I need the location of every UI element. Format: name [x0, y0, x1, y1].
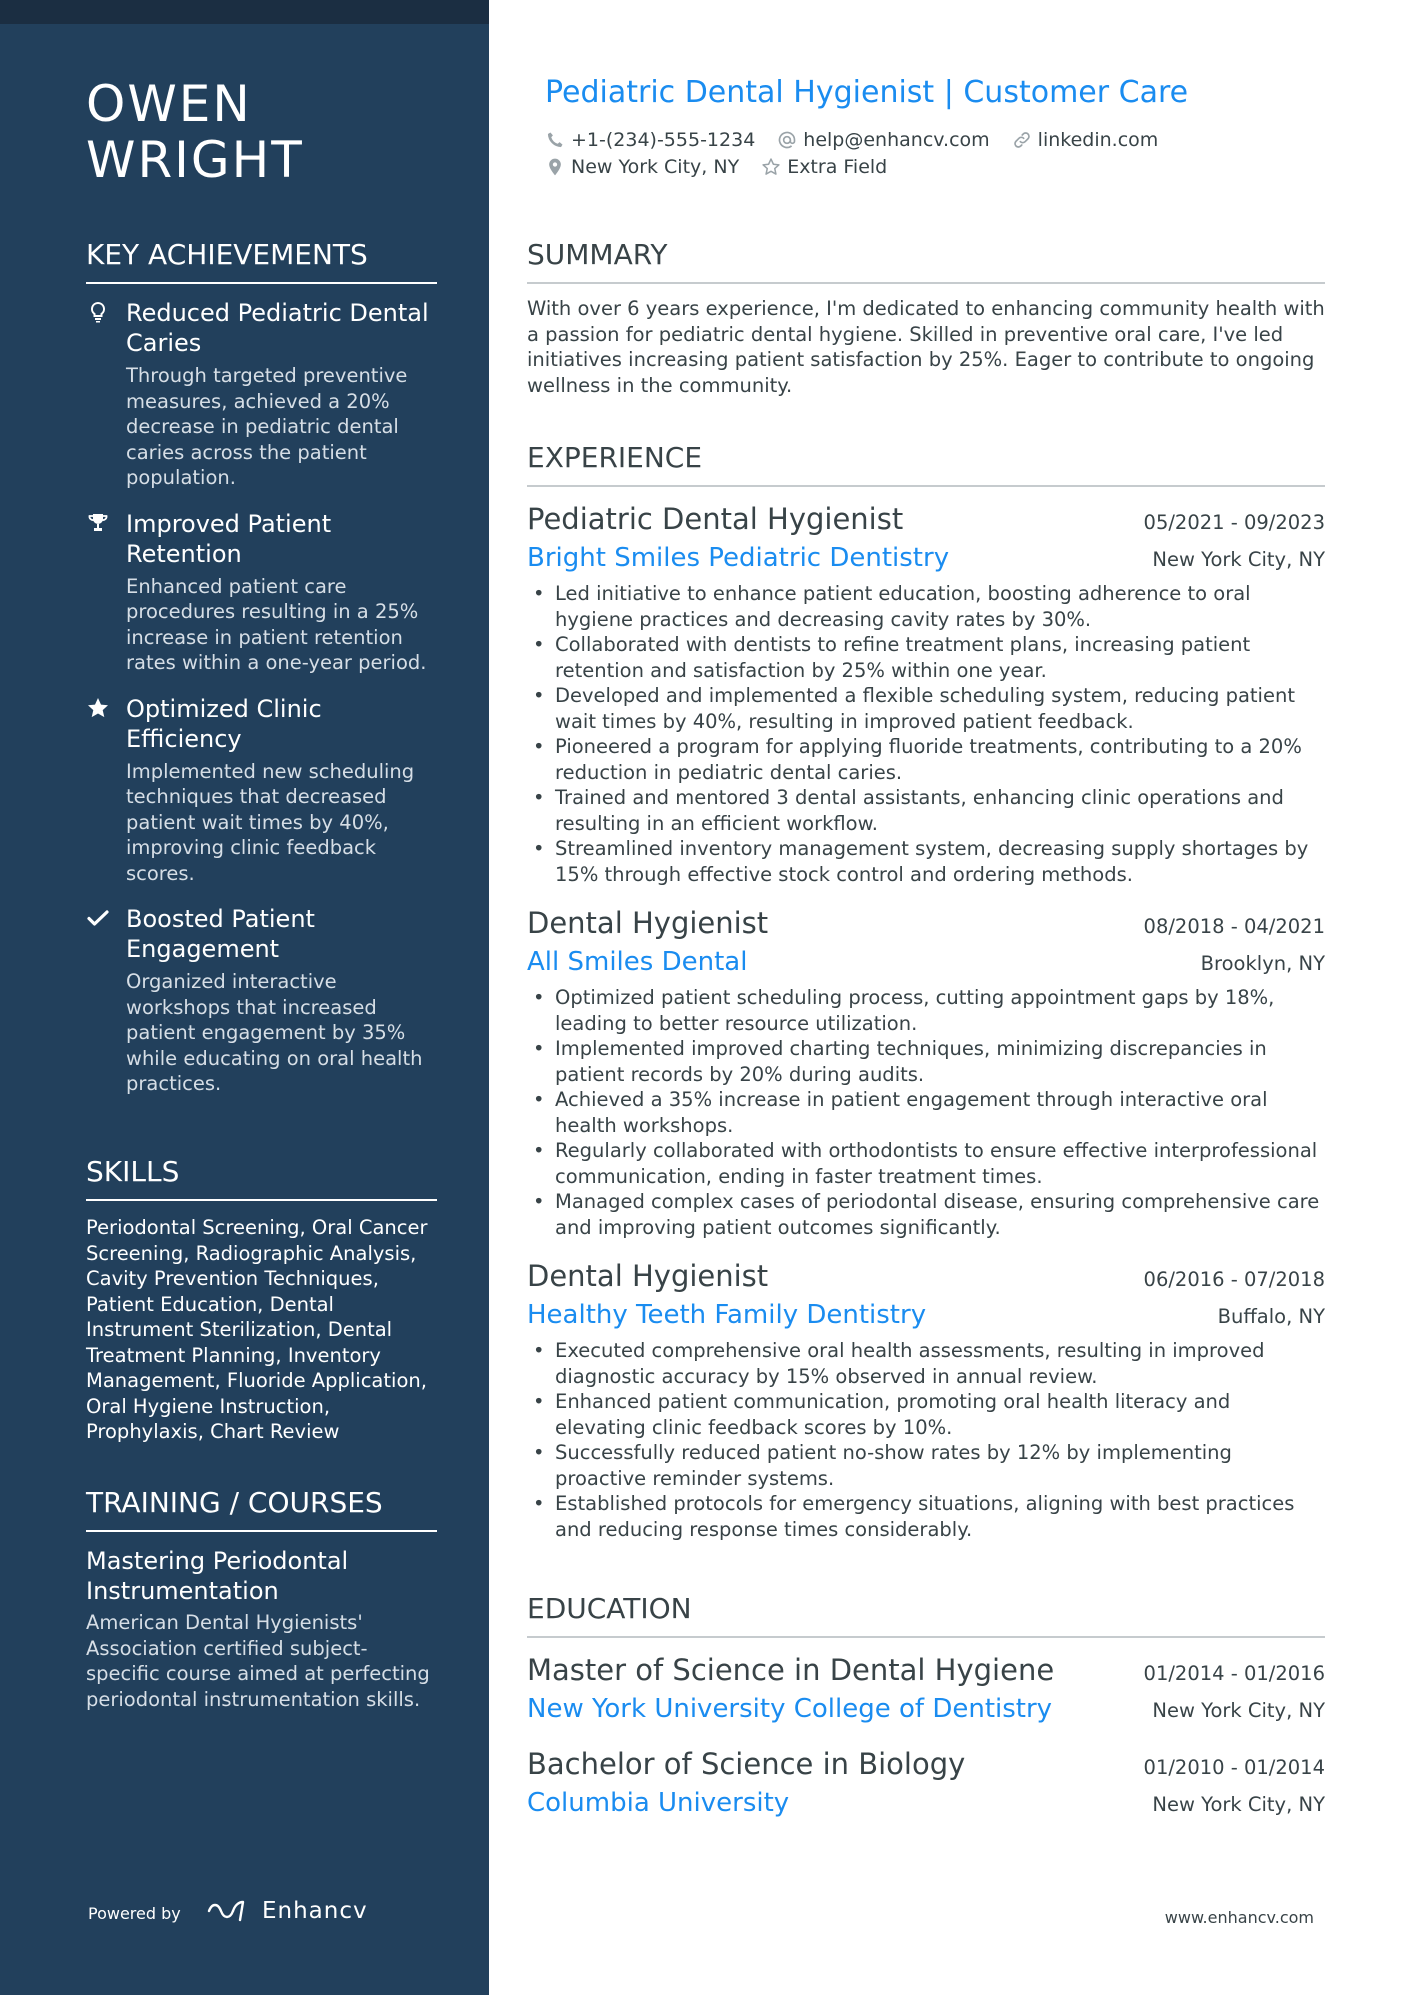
achievement-title: Reduced Pediatric Dental Caries	[126, 299, 429, 357]
bullet-item: • Pioneered a program for applying fluoride treatments, contributing to a 20% reduction in pediatric dental caries.	[527, 734, 1325, 785]
company-name: Healthy Teeth Family Dentistry	[527, 1300, 927, 1330]
job-location: New York City, NY	[1152, 548, 1325, 571]
experience-heading: EXPERIENCE	[527, 441, 1325, 487]
bullet-item: • Managed complex cases of periodontal disease, ensuring comprehensive care and improving patient outcomes significantly.	[527, 1189, 1325, 1240]
job-location: Brooklyn, NY	[1200, 952, 1325, 975]
skills-heading: SKILLS	[86, 1155, 437, 1201]
bullet-item: • Streamlined inventory management system, decreasing supply shortages by 15% through effective stock control and ordering methods.	[527, 836, 1325, 887]
course-description: American Dental Hygienists' Association certified subject-specific course aimed at perfecting periodontal instrumentation skills.	[86, 1611, 430, 1711]
contact-link[interactable]	[1012, 129, 1159, 151]
education-section	[527, 1592, 1325, 1838]
experience-entry	[527, 903, 1325, 1240]
sidebar	[0, 0, 489, 1995]
company-name: Bright Smiles Pediatric Dentistry	[527, 543, 950, 573]
last-name: WRIGHT	[86, 131, 304, 189]
summary-section	[527, 238, 1325, 398]
email-text: help@enhancv.com	[803, 128, 990, 151]
job-title: Dental Hygienist	[527, 1259, 769, 1293]
lightbulb-icon	[86, 300, 110, 324]
headline-title: Pediatric Dental Hygienist | Customer Care	[545, 75, 1189, 110]
contact-location	[545, 156, 739, 178]
star-icon	[86, 696, 110, 720]
job-location: Buffalo, NY	[1217, 1305, 1325, 1328]
location-pin-icon	[545, 157, 565, 177]
powered-by-label: Powered by	[88, 1904, 181, 1923]
achievement-title: Improved Patient Retention	[126, 509, 332, 568]
school-location: New York City, NY	[1152, 1793, 1325, 1816]
bullet-item: • Developed and implemented a flexible scheduling system, reducing patient wait times by 40%, resulting in improved patient feedback.	[527, 683, 1325, 734]
job-bullets	[527, 985, 1325, 1240]
sidebar-top-strip	[0, 0, 489, 24]
contact-email[interactable]	[777, 129, 989, 151]
bullet-item: • Enhanced patient communication, promoting oral health literacy and elevating clinic feedback scores by 10%.	[527, 1389, 1325, 1440]
school-name: Columbia University	[527, 1788, 790, 1818]
experience-section	[527, 441, 1325, 1558]
job-bullets	[527, 581, 1325, 887]
bullet-item: • Executed comprehensive oral health assessments, resulting in improved diagnostic accuracy by 15% observed in annual review.	[527, 1338, 1325, 1389]
bullet-item: • Optimized patient scheduling process, cutting appointment gaps by 18%, leading to better resource utilization.	[527, 985, 1325, 1036]
training-section	[86, 1486, 437, 1712]
job-bullets	[527, 1338, 1325, 1542]
skills-list: Periodontal Screening, Oral Cancer Screening, Radiographic Analysis, Cavity Prevention Techniques, Patient Education, Dental Instrument Sterilization, Dental Treatment Planning, Inventory Management, Fluoride Application, Oral Hygiene Instruction, Prophylaxis, Chart Review	[86, 1216, 428, 1443]
contact-phone[interactable]	[545, 129, 755, 151]
trophy-icon	[86, 511, 110, 535]
training-heading: TRAINING / COURSES	[86, 1486, 437, 1532]
key-achievements-heading: KEY ACHIEVEMENTS	[86, 238, 437, 284]
candidate-name	[86, 76, 446, 188]
job-title: Dental Hygienist	[527, 906, 769, 940]
key-achievements-section	[86, 238, 437, 1115]
education-entry	[527, 1650, 1325, 1728]
job-title: Pediatric Dental Hygienist	[527, 502, 904, 536]
bullet-item: • Implemented improved charting techniques, minimizing discrepancies in patient records by 20% during audits.	[527, 1036, 1325, 1087]
school-location: New York City, NY	[1152, 1699, 1325, 1722]
achievement-item	[86, 509, 437, 676]
bullet-item: • Regularly collaborated with orthodontists to ensure effective interprofessional communication, ending in faster treatment times.	[527, 1138, 1325, 1189]
bullet-item: • Achieved a 35% increase in patient engagement through interactive oral health workshops.	[527, 1087, 1325, 1138]
location-text: New York City, NY	[571, 155, 740, 178]
phone-icon	[545, 130, 565, 150]
education-entry	[527, 1744, 1325, 1822]
job-dates: 06/2016 - 07/2018	[1143, 1268, 1325, 1291]
company-name: All Smiles Dental	[527, 947, 748, 977]
summary-heading: SUMMARY	[527, 238, 1325, 284]
achievement-description: Through targeted preventive measures, achieved a 20% decrease in pediatric dental caries across the patient population.	[126, 364, 408, 489]
extra-field-text: Extra Field	[787, 155, 888, 178]
bullet-item: • Trained and mentored 3 dental assistants, enhancing clinic operations and resulting in an efficient workflow.	[527, 785, 1325, 836]
bullet-item: • Led initiative to enhance patient education, boosting adherence to oral hygiene practices and decreasing cavity rates by 30%.	[527, 581, 1325, 632]
enhancv-logo[interactable]	[206, 1898, 368, 1924]
enhancv-logo-icon	[206, 1898, 252, 1924]
star-outline-icon	[761, 157, 781, 177]
degree-title: Bachelor of Science in Biology	[527, 1747, 966, 1781]
at-icon	[777, 130, 797, 150]
achievement-item	[86, 298, 437, 491]
achievement-description: Organized interactive workshops that increased patient engagement by 35% while educating on oral health practices.	[126, 970, 423, 1095]
school-name: New York University College of Dentistry	[527, 1694, 1053, 1724]
achievement-item	[86, 694, 437, 887]
course-title: Mastering Periodontal Instrumentation	[86, 1547, 349, 1605]
bullet-item: • Established protocols for emergency situations, aligning with best practices and reducing response times considerably.	[527, 1491, 1325, 1542]
footer-url[interactable]: www.enhancv.com	[1164, 1908, 1314, 1927]
education-dates: 01/2014 - 01/2016	[1143, 1662, 1325, 1685]
phone-text: +1-(234)-555-1234	[571, 128, 756, 151]
contact-row	[545, 153, 1305, 180]
link-icon	[1012, 130, 1032, 150]
first-name: OWEN	[86, 75, 252, 133]
skills-section	[86, 1155, 437, 1445]
link-text: linkedin.com	[1037, 128, 1159, 151]
summary-text: With over 6 years experience, I'm dedicated to enhancing community health with a passion for pediatric dental hygiene. Skilled in preventive oral care, I've led initiatives increasing patient satisfaction by 25%. Eager to contribute to ongoing wellness in the community.	[527, 297, 1325, 397]
achievement-title: Boosted Patient Engagement	[126, 905, 315, 963]
achievement-description: Implemented new scheduling techniques that decreased patient wait times by 40%, improving clinic feedback scores.	[126, 759, 415, 885]
achievement-title: Optimized Clinic Efficiency	[126, 694, 322, 753]
education-heading: EDUCATION	[527, 1592, 1325, 1638]
bullet-item: • Successfully reduced patient no-show rates by 12% by implementing proactive reminder systems.	[527, 1440, 1325, 1491]
achievement-item	[86, 904, 437, 1097]
contact-row	[545, 126, 1305, 153]
checkmark-icon	[86, 906, 110, 930]
contact-extra	[761, 156, 887, 178]
degree-title: Master of Science in Dental Hygiene	[527, 1653, 1055, 1687]
job-dates: 05/2021 - 09/2023	[1143, 511, 1325, 534]
bullet-item: • Collaborated with dentists to refine treatment plans, increasing patient retention and satisfaction by 25% within one year.	[527, 632, 1325, 683]
contact-info	[545, 126, 1305, 180]
experience-entry	[527, 1256, 1325, 1542]
achievement-description: Enhanced patient care procedures resulting in a 25% increase in patient retention rates within a one-year period.	[126, 574, 427, 674]
experience-entry	[527, 499, 1325, 887]
job-dates: 08/2018 - 04/2021	[1143, 915, 1325, 938]
education-dates: 01/2010 - 01/2014	[1143, 1756, 1325, 1779]
brand-name: Enhancv	[262, 1898, 368, 1924]
